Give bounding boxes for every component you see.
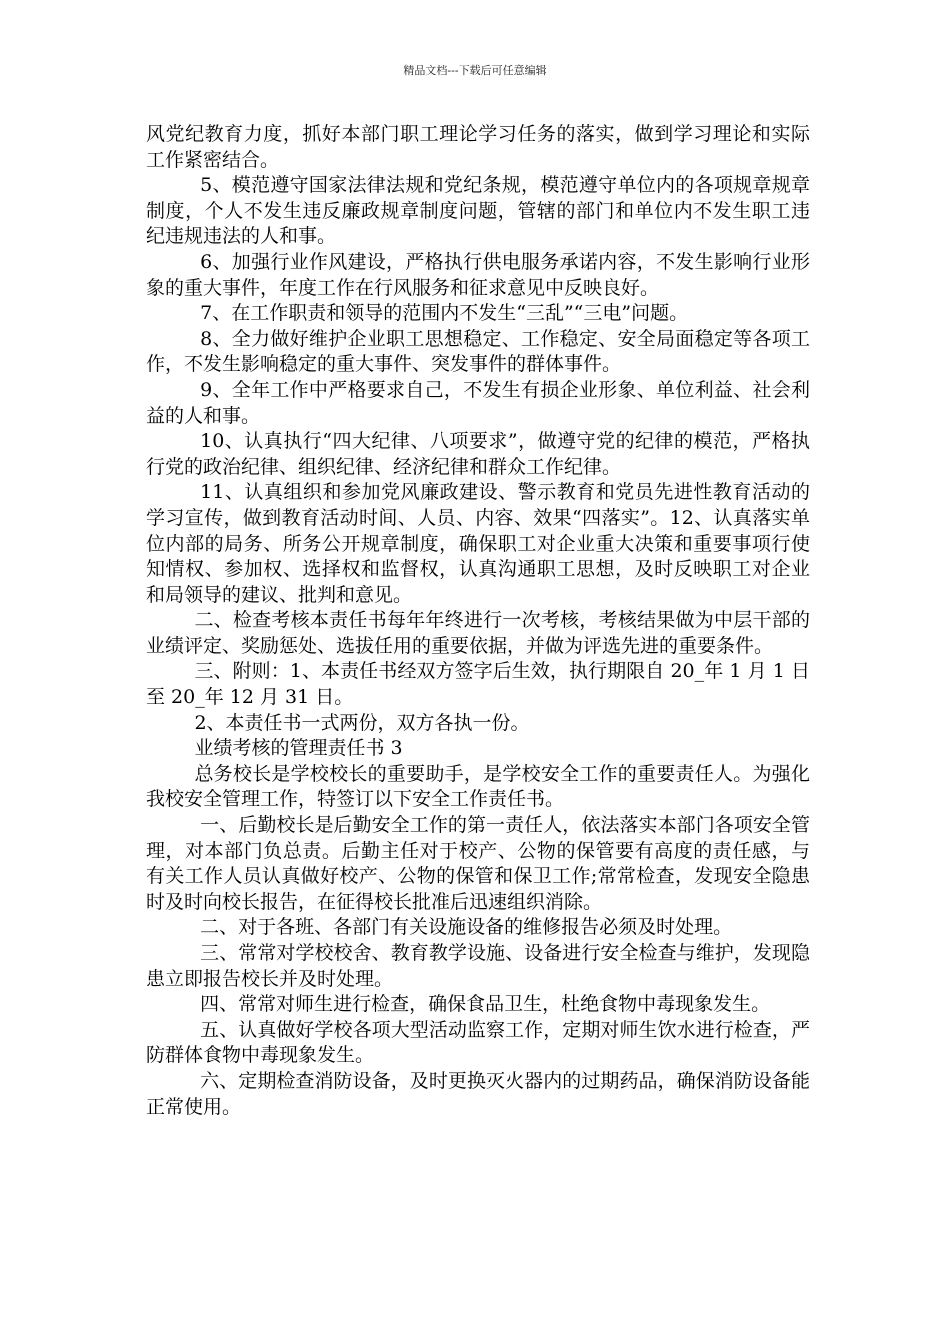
- paragraph-duty-2: 二、对于各班、各部门有关设施设备的维修报告必须及时处理。: [200, 916, 733, 939]
- paragraph-copies: 2、本责任书一式两份，双方各执一份。: [194, 711, 530, 734]
- paragraph-item-5: 5、模范遵守国家法律法规和党纪条规，模范遵守单位内的各项规章规章制度，个人不发生违反廉政规章制度问题，管辖的部门和单位内不发生职工违纪违规违法的人和事。: [146, 174, 810, 248]
- paragraph-section-3: 三、附则：1、本责任书经双方签字后生效，执行期限自 20_年 1 月 1 日至 20_年 12 月 31 日。: [146, 660, 810, 709]
- paragraph-duty-1: 一、后勤校长是后勤安全工作的第一责任人，依法落实本部门各项安全管理，对本部门负总责。后勤主任对于校产、公物的保管要有高度的责任感，与有关工作人员认真做好校产、公物的保管和保卫工作;常常检查，发现安全隐患时及时向校长报告，在征得校长批准后迅速组织消除。: [146, 814, 810, 913]
- paragraph-item-7: 7、在工作职责和领导的范围内不发生“三乱”“三电”问题。: [200, 302, 689, 325]
- paragraph-section-2: 二、检查考核本责任书每年年终进行一次考核，考核结果做为中层干部的业绩评定、奖励惩处、选拔任用的重要依据，并做为评选先进的重要条件。: [146, 609, 810, 657]
- paragraph-item-9: 9、全年工作中严格要求自己，不发生有损企业形象、单位利益、社会利益的人和事。: [146, 378, 810, 427]
- paragraph-intro: 总务校长是学校校长的重要助手，是学校安全工作的重要责任人。为强化我校安全管理工作，特签订以下安全工作责任书。: [146, 762, 810, 811]
- paragraph-item-11-12: 11、认真组织和参加党风廉政建设、警示教育和党员先进性教育活动的学习宣传，做到教育活动时间、人员、内容、效果“四落实”。12、认真落实单位内部的局务、所务公开规章制度，确保职工对企业重大决策和重要事项行使知情权、参加权、选择权和监督权，认真沟通职工思想，及时反映职工对企业和局领导的建议、批判和意见。: [146, 481, 810, 606]
- paragraph-duty-4: 四、常常对师生进行检查，确保食品卫生，杜绝食物中毒现象发生。: [200, 993, 771, 1016]
- paragraph-continuation: 风党纪教育力度，抓好本部门职工理论学习任务的落实，做到学习理论和实际工作紧密结合。: [146, 123, 810, 171]
- paragraph-duty-5: 五、认真做好学校各项大型活动监察工作，定期对师生饮水进行检查，严防群体食物中毒现象发生。: [146, 1018, 810, 1067]
- paragraph-item-8: 8、全力做好维护企业职工思想稳定、工作稳定、安全局面稳定等各项工作，不发生影响稳定的重大事件、突发事件的群体事件。: [146, 327, 810, 376]
- page-header: 精品文档---下载后可任意编辑: [403, 64, 547, 77]
- section-heading: 业绩考核的管理责任书 3: [194, 737, 403, 760]
- document-body: [146, 122, 810, 1120]
- paragraph-duty-6: 六、定期检查消防设备，及时更换灭火器内的过期药品，确保消防设备能正常使用。: [146, 1069, 810, 1118]
- paragraph-duty-3: 三、常常对学校校舍、教育教学设施、设备进行安全检查与维护，发现隐患立即报告校长并及时处理。: [146, 942, 810, 990]
- paragraph-item-6: 6、加强行业作风建设，严格执行供电服务承诺内容，不发生影响行业形象的重大事件，年度工作在行风服务和征求意见中反映良好。: [146, 250, 810, 299]
- paragraph-item-10: 10、认真执行“四大纪律、八项要求”，做遵守党的纪律的模范，严格执行党的政治纪律、组织纪律、经济纪律和群众工作纪律。: [146, 430, 810, 478]
